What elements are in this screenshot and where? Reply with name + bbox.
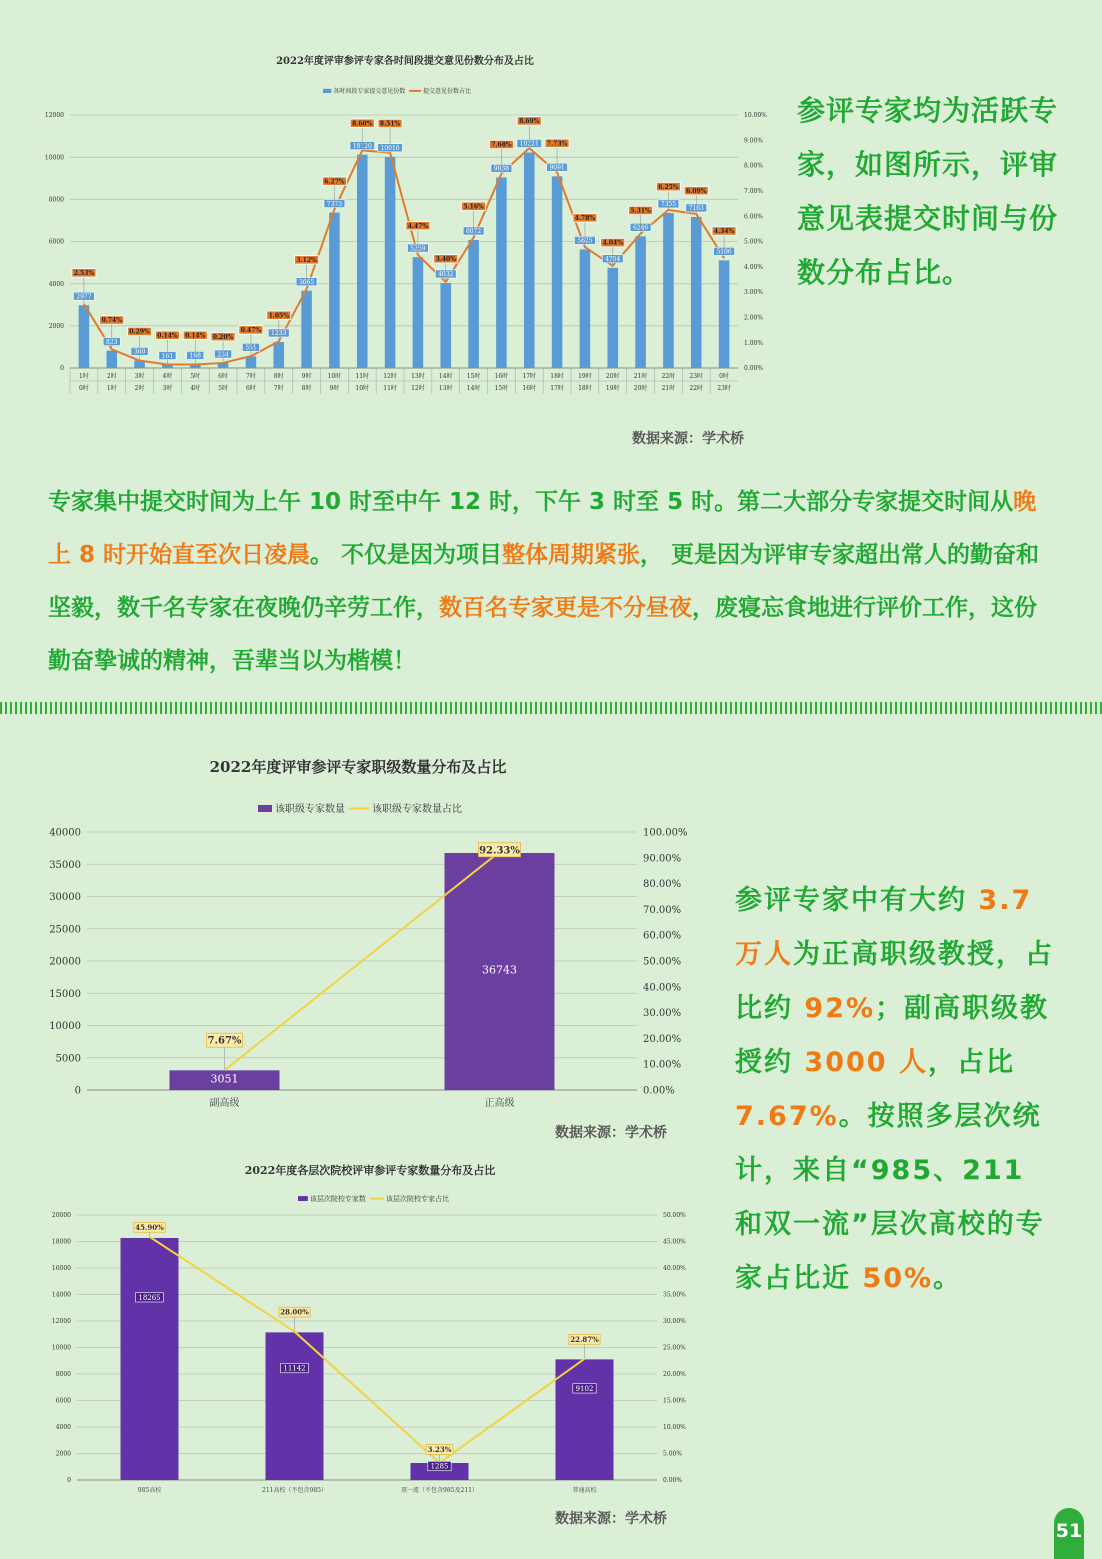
percent-label: 7.73%	[546, 140, 568, 148]
percent-label: 4.47%	[407, 222, 429, 230]
value-label: 168	[189, 352, 201, 360]
bar	[663, 213, 674, 368]
x-category-bottom: 14时	[466, 385, 481, 392]
x-category-bottom: 2时	[134, 385, 145, 392]
value-label: 9038	[493, 165, 510, 173]
y-tick-label: 6000	[48, 238, 64, 246]
bar	[329, 213, 340, 368]
chart-title: 2022年度各层次院校评审参评专家数量分布及占比	[244, 1164, 496, 1177]
dotted-divider	[0, 702, 1102, 714]
x-category-bottom: 22时	[689, 385, 704, 392]
bar	[385, 157, 396, 368]
y2-tick-label: 80.00%	[643, 879, 682, 891]
bar	[635, 236, 646, 368]
percent-label: 5.31%	[630, 207, 651, 215]
x-category: 副高级	[209, 1098, 240, 1109]
y2-tick-label: 35.00%	[663, 1291, 686, 1299]
y-tick-label: 0	[67, 1477, 71, 1485]
legend-label-bar: 该职级专家数量	[275, 804, 345, 815]
x-category-top: 5时	[190, 373, 201, 380]
value-label: 3051	[210, 1072, 239, 1086]
x-category: 普通高校	[572, 1487, 597, 1494]
bar	[440, 283, 451, 368]
bar	[246, 356, 257, 368]
x-category-top: 9时	[301, 373, 312, 380]
rank-distribution-chart	[40, 750, 700, 1120]
rs-highlight-5: 50%	[862, 1263, 934, 1294]
y2-tick-label: 50.00%	[663, 1212, 686, 1220]
percent-label: 3.40%	[435, 255, 456, 263]
x-category-bottom: 9时	[329, 385, 340, 392]
x-category-bottom: 4时	[190, 385, 201, 392]
x-category-top: 4时	[162, 373, 173, 380]
bar	[121, 1238, 179, 1480]
bar	[106, 351, 117, 368]
percent-label: 7.68%	[491, 141, 512, 149]
x-category-top: 12时	[383, 373, 397, 380]
percent-label: 0.14%	[157, 332, 178, 340]
y2-tick-label: 40.00%	[643, 982, 682, 994]
percent-label: 5.16%	[463, 203, 484, 211]
value-label: 551	[245, 344, 257, 352]
percent-label: 6.27%	[324, 178, 345, 186]
rs-text-4: ，占比	[927, 1047, 1015, 1078]
x-category-bottom: 17时	[550, 385, 564, 392]
bar	[468, 240, 479, 368]
percent-label: 0.20%	[212, 333, 234, 341]
value-label: 360	[133, 348, 146, 356]
bar	[580, 249, 591, 368]
x-category-top: 19时	[578, 373, 592, 380]
rs-text-5: 。按照多层次统计，来自“985、211 和双一流”层次高校的专家占比近	[735, 1101, 1045, 1294]
y2-tick-label: 8.00%	[744, 162, 764, 170]
x-category-top: 11时	[355, 373, 370, 380]
x-category-top: 16时	[494, 373, 509, 380]
value-label: 7163	[688, 205, 704, 213]
y2-tick-label: 20.00%	[643, 1033, 682, 1045]
x-category-bottom: 8时	[301, 385, 312, 392]
hourly-submission-chart	[40, 48, 770, 403]
y2-tick-label: 15.00%	[663, 1397, 686, 1405]
y-tick-label: 20000	[49, 956, 81, 968]
x-category-top: 23时	[689, 373, 704, 380]
value-label: 4754	[605, 255, 621, 263]
value-label: 7373	[326, 200, 343, 208]
percent-label: 28.00%	[280, 1307, 309, 1317]
x-category-top: 1时	[79, 373, 89, 380]
x-category-bottom: 23时	[717, 385, 731, 392]
y2-tick-label: 30.00%	[663, 1318, 686, 1326]
bar	[301, 291, 312, 368]
bar	[607, 268, 618, 368]
y-tick-label: 10000	[44, 154, 64, 162]
legend-label-line: 该层次院校专家占比	[386, 1195, 449, 1203]
y-tick-label: 30000	[49, 892, 81, 903]
y-tick-label: 25000	[49, 924, 81, 936]
x-category-top: 13时	[411, 373, 425, 380]
y2-tick-label: 60.00%	[643, 930, 682, 942]
x-category-bottom: 21时	[661, 385, 676, 392]
y-tick-label: 4000	[48, 280, 64, 288]
bar	[413, 257, 424, 368]
bar	[524, 153, 535, 368]
y2-tick-label: 30.00%	[643, 1008, 682, 1020]
para-text-4: ，废寝忘食地进行评价工作，这份勤奋挚诚的精神，吾辈当以为楷模！	[48, 595, 1037, 674]
bar	[552, 176, 563, 368]
y2-tick-label: 1.00%	[744, 339, 764, 347]
percent-label: 1.05%	[268, 312, 289, 320]
rs-highlight-3: 3000 人	[804, 1047, 928, 1078]
y-tick-label: 0	[74, 1085, 81, 1097]
y-tick-label: 6000	[55, 1397, 71, 1405]
x-category-top: 22时	[661, 373, 676, 380]
legend-label-line: 该职级专家数量占比	[372, 804, 462, 815]
value-label: 10016	[380, 145, 400, 153]
y2-tick-label: 0.00%	[744, 365, 764, 373]
x-category-bottom: 10时	[355, 385, 370, 392]
y2-tick-label: 10.00%	[744, 112, 767, 120]
y2-tick-label: 45.00%	[663, 1238, 686, 1246]
legend-swatch-bar	[298, 1196, 308, 1201]
percent-label: 3.23%	[427, 1444, 452, 1454]
para-highlight-3: 数百名专家更是不分昼夜	[439, 595, 692, 621]
x-category: 正高级	[484, 1098, 515, 1109]
y2-tick-label: 100.00%	[643, 827, 688, 839]
value-label: 5625	[577, 237, 593, 245]
y-tick-label: 12000	[44, 112, 64, 120]
rs-text-3: ；副高职级教授约	[735, 993, 1050, 1078]
y-tick-label: 10000	[49, 1021, 81, 1032]
y2-tick-label: 40.00%	[663, 1265, 686, 1273]
x-category-top: 7时	[246, 373, 256, 380]
chart2-source: 数据来源：学术桥	[555, 1125, 667, 1141]
y-tick-label: 40000	[49, 827, 81, 839]
value-label: 5106	[716, 248, 732, 256]
value-label: 2977	[76, 293, 92, 301]
y2-tick-label: 0.00%	[643, 1085, 675, 1097]
value-label: 9102	[575, 1384, 594, 1393]
percent-label: 92.33%	[479, 845, 520, 857]
percent-label: 0.47%	[240, 327, 262, 335]
bar	[496, 177, 507, 368]
y-tick-label: 8000	[55, 1371, 71, 1379]
bar	[266, 1332, 324, 1480]
x-category-bottom: 20时	[633, 385, 648, 392]
value-label: 10221	[519, 140, 539, 148]
rs-text-2: 为正高职级教授，占比约	[735, 939, 1054, 1024]
x-category-top: 17时	[522, 373, 537, 380]
percent-label: 4.04%	[602, 239, 623, 247]
x-category-bottom: 16时	[522, 385, 537, 392]
rs-highlight-1: 3.7 万人	[735, 885, 1033, 970]
percent-label: 45.90%	[135, 1222, 164, 1232]
legend-label-line: 提交意见份数占比	[423, 88, 472, 95]
x-category-bottom: 13时	[438, 385, 453, 392]
page-number: 51	[1054, 1508, 1084, 1559]
bar	[357, 155, 368, 368]
y2-tick-label: 6.00%	[744, 213, 764, 221]
y2-tick-label: 70.00%	[643, 904, 682, 916]
bar	[719, 260, 730, 368]
y-tick-label: 10000	[51, 1344, 71, 1352]
para-text-3: ， 更是因为评审专家超出常人的勤奋和坚毅，数千名专家在夜晚仍辛劳工作，	[48, 542, 1040, 621]
percent-label: 3.12%	[296, 256, 317, 264]
x-category-top: 0时	[719, 373, 729, 380]
value-label: 6072	[465, 228, 482, 236]
y2-tick-label: 10.00%	[643, 1059, 682, 1071]
percent-label: 8.69%	[519, 118, 540, 126]
value-label: 3665	[298, 278, 315, 286]
chart3-source: 数据来源：学术桥	[555, 1511, 667, 1527]
y2-tick-label: 3.00%	[744, 289, 764, 297]
x-category-bottom: 0时	[79, 385, 89, 392]
x-category-top: 18时	[550, 373, 564, 380]
percent-label: 8.51%	[379, 120, 401, 128]
x-category: 双一流（不包含985及211）	[401, 1487, 478, 1494]
value-label: 6246	[632, 224, 649, 232]
y-tick-label: 5000	[55, 1053, 81, 1065]
value-label: 5259	[410, 245, 426, 253]
percent-label: 8.60%	[352, 120, 373, 128]
y-tick-label: 18000	[51, 1238, 71, 1246]
rs-highlight-4: 7.67%	[735, 1101, 839, 1132]
y2-tick-label: 5.00%	[744, 238, 764, 246]
para-text-2: 。 不仅是因为项目	[310, 542, 503, 568]
x-category-bottom: 7时	[273, 385, 284, 392]
legend-label-bar: 该层次院校专家数	[309, 1195, 366, 1203]
y-tick-label: 2000	[48, 322, 64, 330]
y2-tick-label: 9.00%	[744, 137, 764, 145]
x-category-bottom: 5时	[218, 385, 228, 392]
chart-title: 2022年度评审参评专家各时间段提交意见份数分布及占比	[276, 56, 534, 67]
percent-label: 0.29%	[129, 328, 150, 336]
x-category-top: 8时	[273, 373, 284, 380]
y-tick-label: 2000	[55, 1450, 71, 1458]
x-category-bottom: 11时	[383, 385, 397, 392]
value-label: 10120	[352, 142, 372, 150]
para-text-1: 专家集中提交时间为上午 10 时至中午 12 时，下午 3 时至 5 时。第二大部分专家提交时间从	[48, 489, 1014, 515]
percent-label: 2.53%	[73, 269, 95, 277]
chart1-source: 数据来源：学术桥	[632, 431, 744, 447]
x-category-top: 6时	[218, 373, 228, 380]
right-side-text	[735, 874, 1060, 1306]
value-label: 11142	[283, 1364, 306, 1373]
percent-label: 4.34%	[713, 228, 735, 236]
value-label: 4032	[438, 271, 454, 279]
legend-label-bar: 各时间段专家提交意见份数	[333, 88, 406, 95]
y-tick-label: 35000	[49, 859, 81, 871]
percent-label: 0.14%	[185, 332, 206, 340]
value-label: 1285	[430, 1462, 449, 1471]
y2-tick-label: 25.00%	[663, 1344, 686, 1352]
value-label: 161	[161, 352, 174, 360]
x-category-bottom: 12时	[411, 385, 425, 392]
y2-tick-label: 20.00%	[663, 1371, 686, 1379]
chart-title: 2022年度评审参评专家职级数量分布及占比	[209, 758, 507, 776]
rs-highlight-2: 92%	[804, 993, 876, 1024]
percent-label: 7.67%	[207, 1035, 242, 1047]
y2-tick-label: 2.00%	[744, 314, 764, 322]
y2-tick-label: 90.00%	[643, 853, 682, 865]
percent-label: 6.09%	[686, 187, 707, 195]
x-category-top: 15时	[466, 373, 481, 380]
y2-tick-label: 7.00%	[744, 188, 764, 195]
para-highlight-1: 晚上 8 时开始直至次日凌晨	[48, 489, 1037, 568]
value-label: 1233	[271, 330, 287, 338]
value-label: 9091	[549, 164, 565, 172]
value-label: 18265	[138, 1293, 161, 1302]
y-tick-label: 4000	[55, 1424, 71, 1432]
value-label: 7355	[660, 201, 677, 209]
y-tick-label: 0	[60, 365, 64, 373]
x-category-top: 21时	[633, 373, 648, 380]
x-category-bottom: 3时	[162, 385, 173, 392]
x-category-top: 14时	[438, 373, 453, 380]
top-side-text: 参评专家均为活跃专家，如图所示，评审意见表提交时间与份数分布占比。	[797, 94, 1059, 289]
x-category-bottom: 18时	[578, 385, 592, 392]
percent-label: 4.78%	[574, 214, 596, 222]
para-highlight-2: 整体周期紧张	[502, 542, 641, 568]
x-category-top: 20时	[605, 373, 620, 380]
x-category-bottom: 6时	[246, 385, 256, 392]
summary-paragraph	[48, 476, 1058, 688]
y-tick-label: 8000	[48, 196, 64, 204]
x-category-top: 3时	[134, 373, 145, 380]
bar	[556, 1359, 614, 1480]
x-category-top: 10时	[327, 373, 342, 380]
y2-tick-label: 5.00%	[663, 1450, 683, 1458]
y-tick-label: 14000	[51, 1291, 71, 1299]
x-category-bottom: 1时	[106, 385, 117, 392]
value-label: 823	[106, 338, 118, 346]
percent-label: 0.74%	[101, 317, 122, 325]
x-category: 211高校（不包含985）	[262, 1487, 327, 1494]
percent-line	[84, 148, 724, 364]
y-tick-label: 20000	[51, 1212, 71, 1220]
y-tick-label: 16000	[51, 1265, 71, 1273]
legend-swatch-bar	[258, 805, 272, 812]
y-tick-label: 15000	[49, 988, 81, 1000]
percent-label: 22.87%	[570, 1334, 599, 1344]
bar	[273, 342, 284, 368]
legend-swatch-bar	[323, 89, 331, 93]
percent-line	[150, 1237, 585, 1463]
bar	[691, 217, 702, 368]
bar	[79, 305, 90, 368]
x-category-bottom: 19时	[605, 385, 620, 392]
y2-tick-label: 50.00%	[643, 956, 682, 968]
x-category-top: 2时	[106, 373, 117, 380]
y2-tick-label: 10.00%	[663, 1424, 686, 1432]
percent-label: 6.25%	[658, 183, 679, 191]
value-label: 36743	[482, 963, 517, 977]
institution-distribution-chart	[40, 1160, 700, 1500]
y2-tick-label: 0.00%	[663, 1477, 683, 1485]
x-category: 985高校	[137, 1487, 162, 1494]
value-label: 234	[217, 351, 229, 359]
y-tick-label: 12000	[51, 1318, 71, 1326]
rs-text-6: 。	[933, 1263, 963, 1294]
rs-text-1: 参评专家中有大约	[735, 885, 979, 916]
y2-tick-label: 4.00%	[744, 263, 764, 271]
x-category-bottom: 15时	[494, 385, 509, 392]
